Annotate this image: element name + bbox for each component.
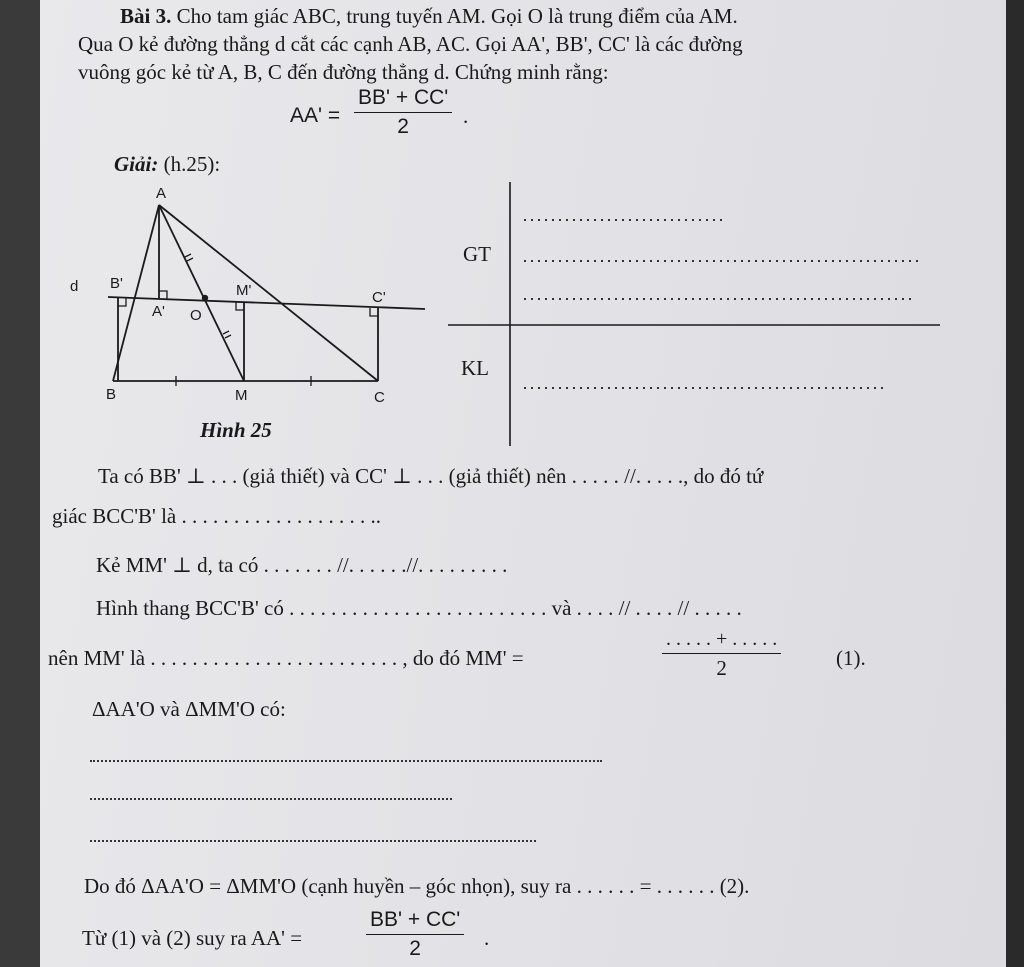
label-A: A [156,185,167,202]
problem-line-3: vuông góc kẻ từ A, B, C đến đường thẳng d. Chứng minh rằng: [78,60,609,84]
tick-AO-1 [185,254,191,257]
formula-end: . [463,104,469,128]
final-denominator: 2 [409,937,421,960]
right-angle-A1 [159,291,167,299]
paragraph-5: ΔAA'O và ΔMM'O có: [92,697,286,721]
tick-OM-2 [225,335,231,338]
problem-title: Bài 3. [120,4,172,28]
figure-caption: Hình 25 [200,418,272,442]
kl-label: KL [461,356,489,380]
answer-blank-1 [90,760,602,762]
right-angle-C1 [370,308,378,316]
paragraph-2: Kẻ MM' ⊥ d, ta có . . . . . . . //. . . . . .//. . . . . . . . . [96,553,508,577]
tick-AO-2 [187,258,193,261]
gt-label: GT [463,242,491,266]
label-B-prime: B' [110,275,123,292]
problem-text-1: Cho tam giác ABC, trung tuyến AM. Gọi O là trung điểm của AM. [176,4,738,28]
median-AM [159,205,244,381]
problem-line-2: Qua O kẻ đường thẳng d cắt các cạnh AB, AC. Gọi AA', BB', CC' là các đường [78,32,743,56]
answer-blank-2 [90,798,452,800]
mm1-numerator: . . . . . + . . . . . [662,628,781,654]
paragraph-7-end: . [484,926,490,950]
paragraph-6: Do đó ΔAA'O = ΔMM'O (cạnh huyền – góc nhọn), suy ra . . . . . . = . . . . . . (2). [84,874,750,898]
formula-lhs: AA' = [290,104,341,127]
label-C: C [374,389,385,406]
label-A-prime: A' [152,303,165,320]
label-B: B [106,386,117,403]
tick-OM-1 [223,331,229,334]
right-angle-M1 [236,302,244,310]
final-fraction [366,908,464,961]
solution-ref: (h.25): [163,152,221,176]
side-AC [159,205,378,381]
paragraph-1b: giác BCC'B' là . . . . . . . . . . . . . . . . . . .. [52,504,381,528]
label-d: d [70,278,79,295]
formula-denominator: 2 [397,115,409,138]
label-M-prime: M' [236,282,252,299]
mm1-fraction [662,628,781,681]
side-AB [113,205,159,381]
formula-numerator: BB' + CC' [354,86,452,113]
paragraph-1a: Ta có BB' ⊥ . . . (giả thiết) và CC' ⊥ . . . (giả thiết) nên . . . . . //. . . . ., do đó tứ [98,464,764,488]
final-numerator: BB' + CC' [366,908,464,935]
label-C-prime: C' [372,289,386,306]
mm1-denominator: 2 [716,656,727,680]
paragraph-4a: nên MM' là . . . . . . . . . . . . . . . . . . . . . . . . , do đó MM' = [48,646,524,670]
paragraph-7a: Từ (1) và (2) suy ra AA' = [82,926,303,950]
answer-blank-3 [90,840,536,842]
point-O [202,295,208,301]
solution-label: Giải: [114,152,159,176]
label-M: M [235,387,248,404]
paragraph-4b: (1). [836,646,866,670]
right-angle-B1 [118,298,126,306]
paragraph-3: Hình thang BCC'B' có . . . . . . . . . . . . . . . . . . . . . . . . . và . . . . // . . . . // . . . . . [96,596,742,620]
label-O: O [190,307,202,324]
